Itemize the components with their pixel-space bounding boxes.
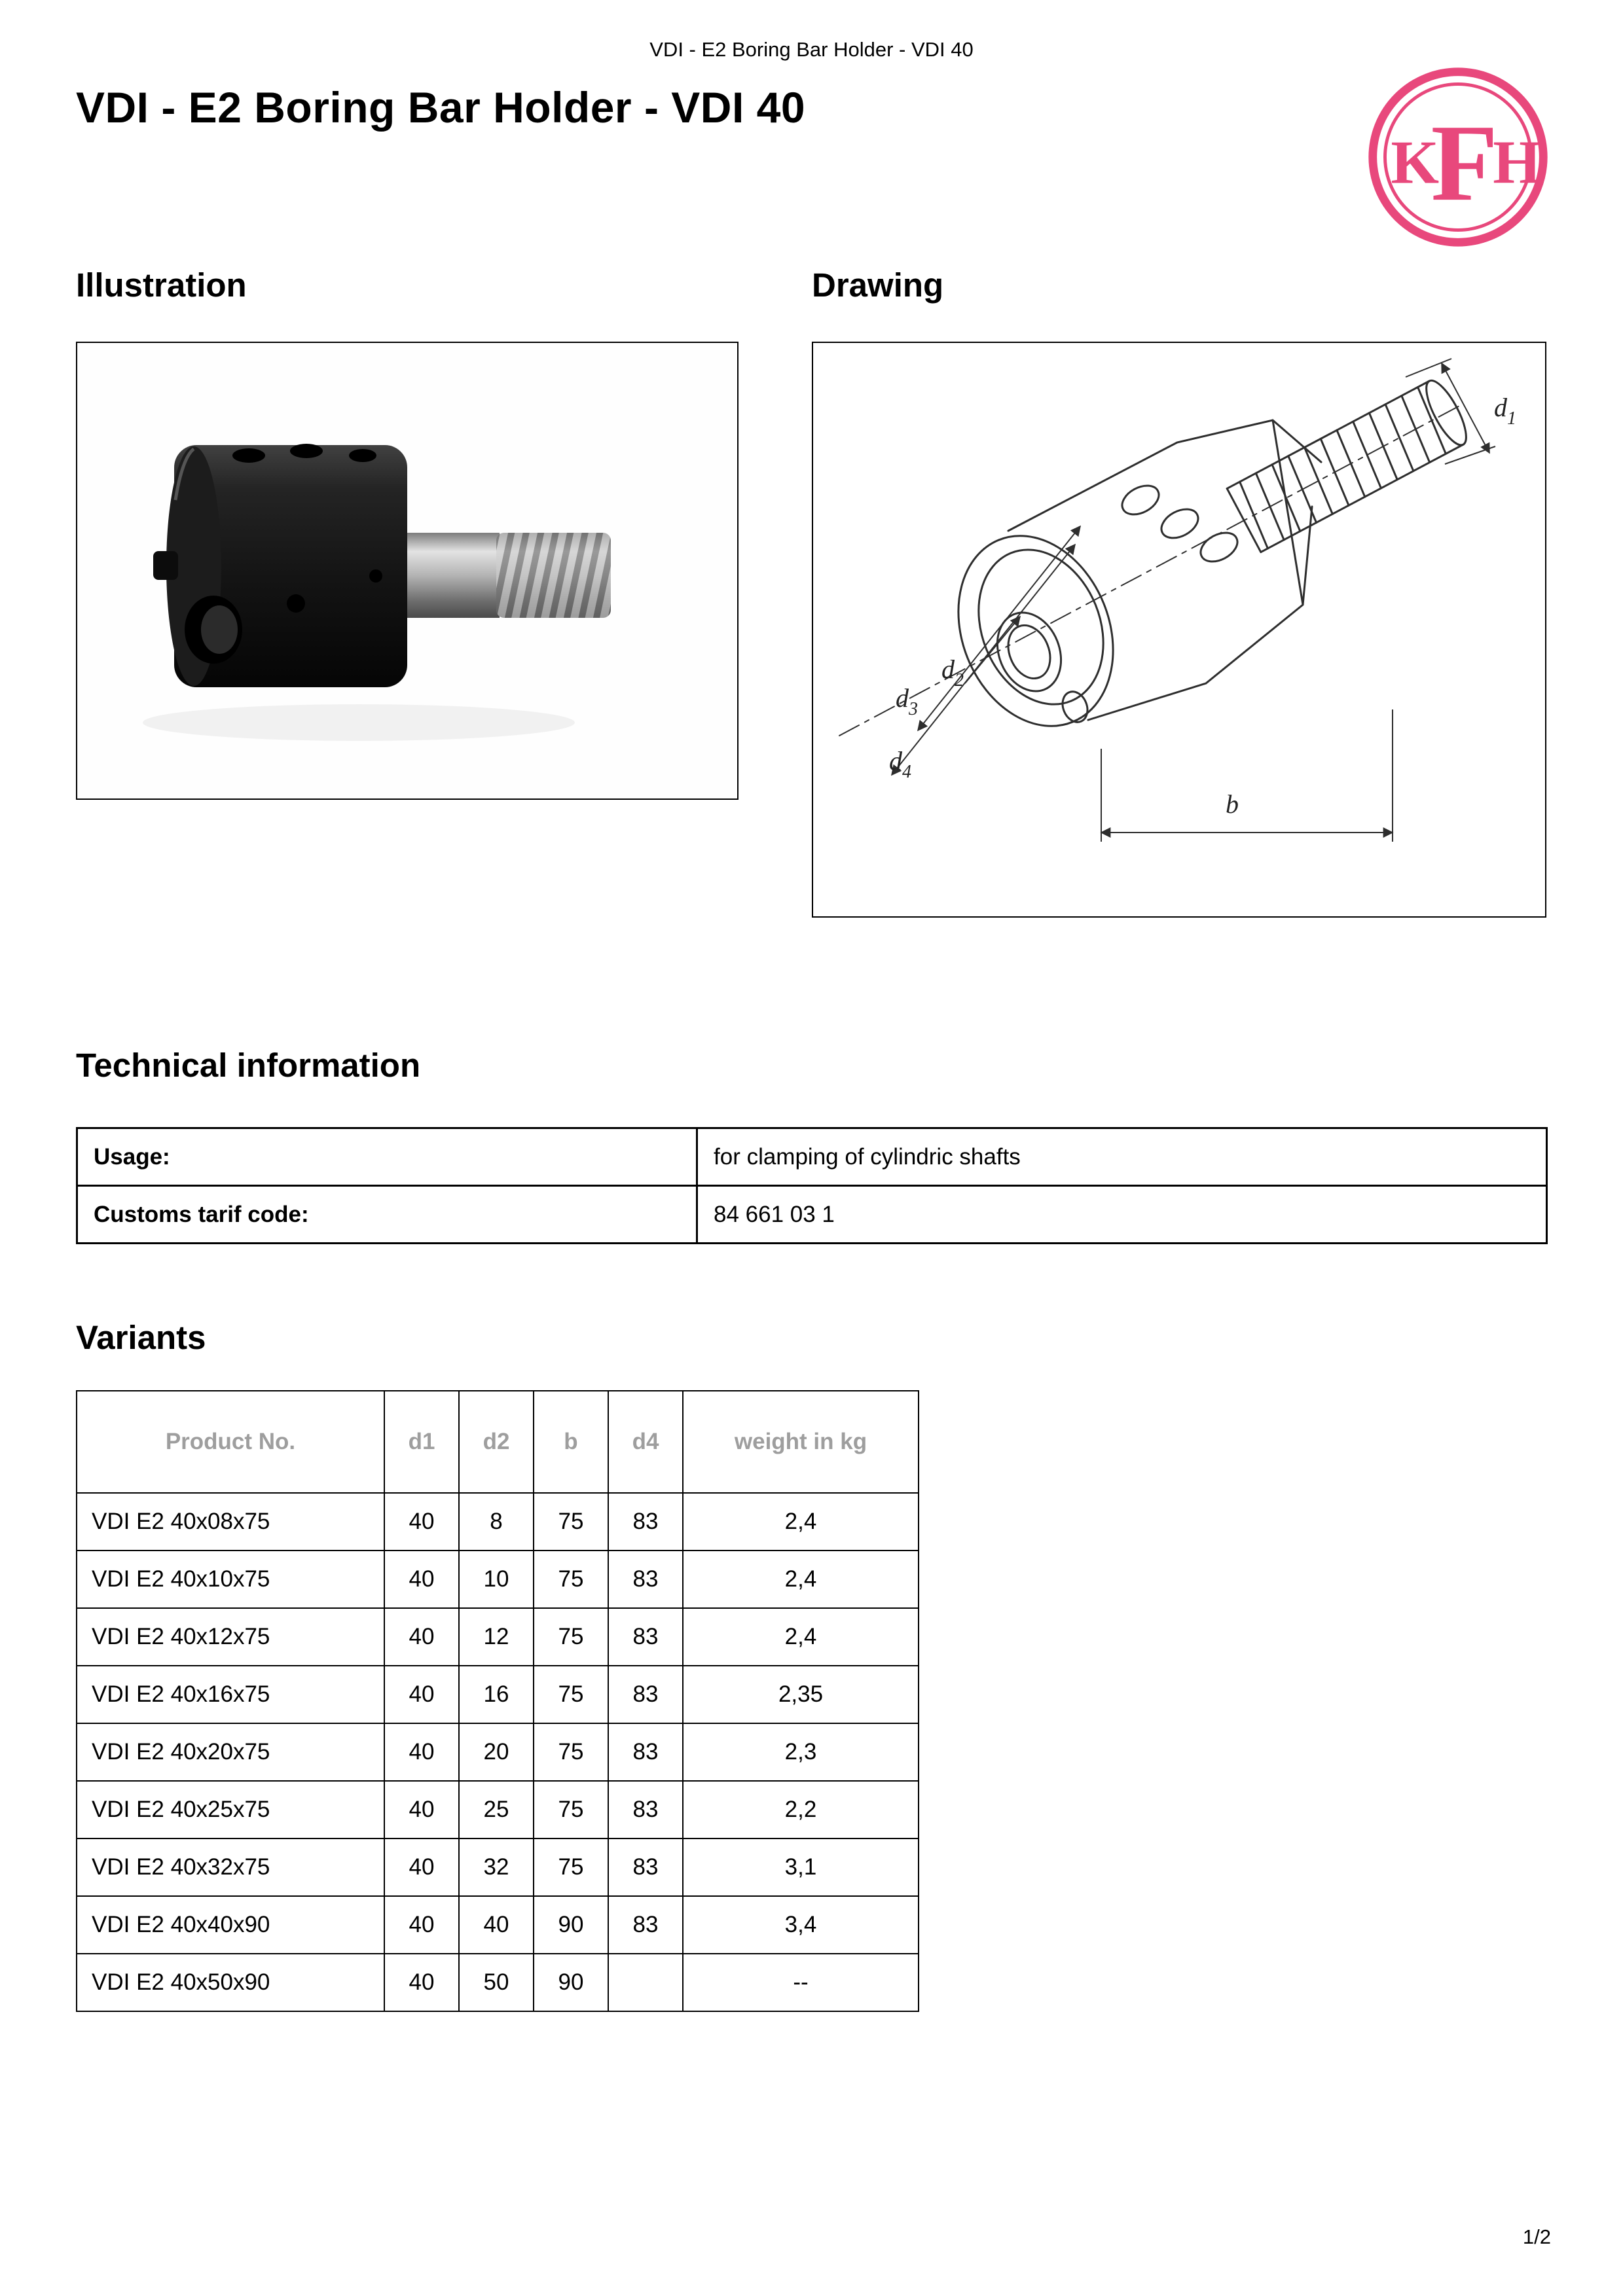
- company-logo: [1361, 60, 1555, 254]
- table-row: [77, 1781, 919, 1839]
- cell-weight: 2,2: [683, 1781, 919, 1839]
- cell-d2: 50: [459, 1954, 534, 2011]
- table-row: [77, 1896, 919, 1954]
- cell-d2: 16: [459, 1666, 534, 1723]
- col-header-d1: d1: [384, 1391, 459, 1493]
- table-row: [77, 1723, 919, 1781]
- tech-label-customs-tarif-code: Customs tarif code:: [77, 1186, 697, 1244]
- cell-d4: 83: [608, 1608, 683, 1666]
- table-row: [77, 1608, 919, 1666]
- heading-drawing: Drawing: [812, 266, 944, 304]
- cell-product-no: VDI E2 40x16x75: [77, 1666, 384, 1723]
- heading-technical-information: Technical information: [76, 1047, 421, 1084]
- illustration-panel: [76, 342, 739, 800]
- cell-d4: 83: [608, 1551, 683, 1608]
- cell-d1: 40: [384, 1493, 459, 1551]
- logo-letter-k: K: [1391, 128, 1440, 197]
- table-row: [77, 1551, 919, 1608]
- page-title: VDI - E2 Boring Bar Holder - VDI 40: [76, 83, 806, 132]
- cell-b: 90: [534, 1896, 608, 1954]
- table-header-row: [77, 1391, 919, 1493]
- cell-product-no: VDI E2 40x32x75: [77, 1839, 384, 1896]
- cell-b: 75: [534, 1551, 608, 1608]
- cell-d1: 40: [384, 1608, 459, 1666]
- cell-product-no: VDI E2 40x25x75: [77, 1781, 384, 1839]
- cell-b: 75: [534, 1608, 608, 1666]
- cell-product-no: VDI E2 40x12x75: [77, 1608, 384, 1666]
- cell-weight: 2,4: [683, 1551, 919, 1608]
- cell-d2: 12: [459, 1608, 534, 1666]
- cell-d2: 40: [459, 1896, 534, 1954]
- cell-d4: 83: [608, 1666, 683, 1723]
- dim-label-d3: $d_3$: [896, 683, 918, 719]
- drawing-panel: [812, 342, 1546, 918]
- col-header-product-no: Product No.: [77, 1391, 384, 1493]
- product-photo: [77, 343, 737, 798]
- cell-d4: 83: [608, 1839, 683, 1896]
- cell-d2: 10: [459, 1551, 534, 1608]
- cell-b: 75: [534, 1781, 608, 1839]
- table-row: [77, 1954, 919, 2011]
- cell-b: 75: [534, 1839, 608, 1896]
- cell-weight: 3,4: [683, 1896, 919, 1954]
- cell-d4: [608, 1954, 683, 2011]
- dim-label-d2: $d_2$: [941, 655, 964, 691]
- cell-weight: 2,3: [683, 1723, 919, 1781]
- cell-d4: 83: [608, 1781, 683, 1839]
- heading-variants: Variants: [76, 1319, 206, 1356]
- cell-product-no: VDI E2 40x40x90: [77, 1896, 384, 1954]
- cell-b: 75: [534, 1723, 608, 1781]
- cell-b: 75: [534, 1493, 608, 1551]
- cell-product-no: VDI E2 40x50x90: [77, 1954, 384, 2011]
- logo-letter-f: F: [1431, 103, 1499, 224]
- cell-d2: 32: [459, 1839, 534, 1896]
- table-row: [77, 1493, 919, 1551]
- cell-d4: 83: [608, 1723, 683, 1781]
- cell-d2: 20: [459, 1723, 534, 1781]
- variants-table: [76, 1390, 919, 2012]
- cell-d1: 40: [384, 1551, 459, 1608]
- cell-weight: 3,1: [683, 1839, 919, 1896]
- table-row: [77, 1128, 1547, 1186]
- cell-weight: --: [683, 1954, 919, 2011]
- col-header-d2: d2: [459, 1391, 534, 1493]
- technical-drawing: [813, 343, 1545, 916]
- cell-d1: 40: [384, 1896, 459, 1954]
- tech-label-usage: Usage:: [77, 1128, 697, 1186]
- col-header-weight: weight in kg: [683, 1391, 919, 1493]
- table-row: [77, 1666, 919, 1723]
- tech-value-usage: for clamping of cylindric shafts: [697, 1128, 1547, 1186]
- running-header: VDI - E2 Boring Bar Holder - VDI 40: [649, 38, 974, 61]
- cell-d1: 40: [384, 1666, 459, 1723]
- cell-d1: 40: [384, 1954, 459, 2011]
- cell-b: 90: [534, 1954, 608, 2011]
- cell-b: 75: [534, 1666, 608, 1723]
- col-header-d4: d4: [608, 1391, 683, 1493]
- cell-d4: 83: [608, 1493, 683, 1551]
- cell-weight: 2,4: [683, 1493, 919, 1551]
- cell-weight: 2,35: [683, 1666, 919, 1723]
- cell-product-no: VDI E2 40x08x75: [77, 1493, 384, 1551]
- cell-d2: 25: [459, 1781, 534, 1839]
- technical-info-table: [76, 1127, 1548, 1244]
- table-row: [77, 1839, 919, 1896]
- cell-d1: 40: [384, 1723, 459, 1781]
- table-row: [77, 1186, 1547, 1244]
- dim-label-b: b: [1226, 789, 1239, 819]
- tech-value-customs-tarif-code: 84 661 03 1: [697, 1186, 1547, 1244]
- cell-d1: 40: [384, 1839, 459, 1896]
- col-header-b: b: [534, 1391, 608, 1493]
- cell-d1: 40: [384, 1781, 459, 1839]
- dim-label-d1: $d_1$: [1494, 393, 1516, 429]
- logo-letter-h: H: [1493, 128, 1541, 197]
- cell-product-no: VDI E2 40x20x75: [77, 1723, 384, 1781]
- cell-weight: 2,4: [683, 1608, 919, 1666]
- cell-product-no: VDI E2 40x10x75: [77, 1551, 384, 1608]
- cell-d4: 83: [608, 1896, 683, 1954]
- dim-label-d4: $d_4$: [889, 746, 911, 782]
- heading-illustration: Illustration: [76, 266, 247, 304]
- cell-d2: 8: [459, 1493, 534, 1551]
- page-number: 1/2: [1522, 2225, 1551, 2248]
